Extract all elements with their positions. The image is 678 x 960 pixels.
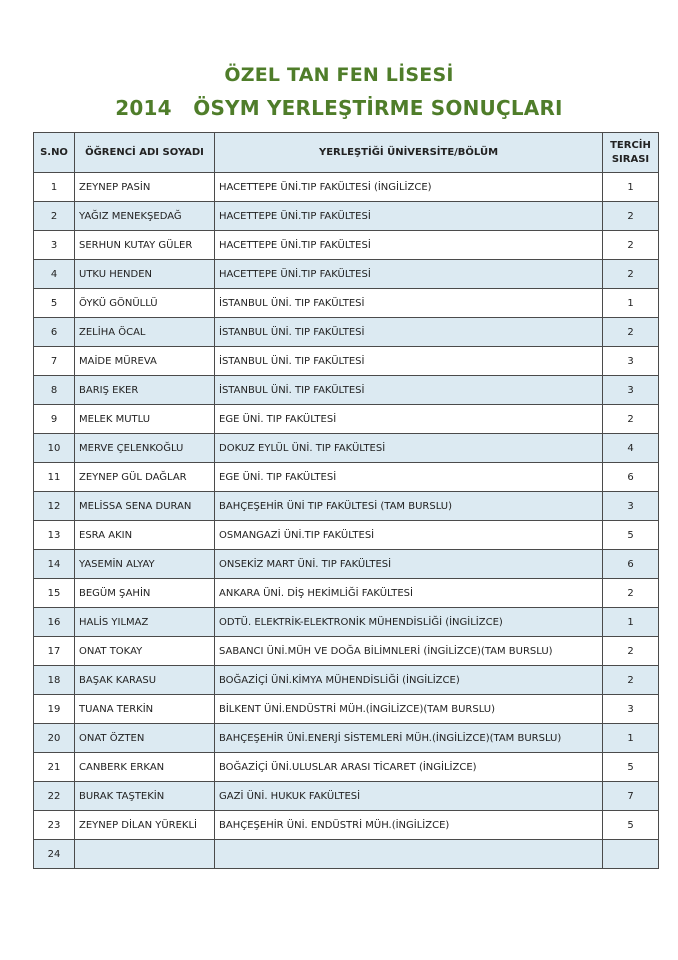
cell-no: 4 [34, 260, 75, 289]
table-row [34, 376, 659, 405]
cell-university: EGE ÜNİ. TIP FAKÜLTESİ [215, 405, 603, 434]
cell-university: HACETTEPE ÜNİ.TIP FAKÜLTESİ [215, 231, 603, 260]
cell-preference [603, 840, 659, 869]
cell-student-name: ZEYNEP PASİN [75, 173, 215, 202]
table-row [34, 318, 659, 347]
cell-no: 24 [34, 840, 75, 869]
cell-university: İSTANBUL ÜNİ. TIP FAKÜLTESİ [215, 376, 603, 405]
cell-no: 22 [34, 782, 75, 811]
cell-student-name: CANBERK ERKAN [75, 753, 215, 782]
cell-no: 5 [34, 289, 75, 318]
cell-university: BAHÇEŞEHİR ÜNİ. ENDÜSTRİ MÜH.(İNGİLİZCE) [215, 811, 603, 840]
cell-preference: 5 [603, 521, 659, 550]
table-row [34, 579, 659, 608]
table-row [34, 724, 659, 753]
cell-no: 8 [34, 376, 75, 405]
cell-university: ANKARA ÜNİ. DİŞ HEKİMLİĞİ FAKÜLTESİ [215, 579, 603, 608]
cell-no: 1 [34, 173, 75, 202]
cell-preference: 1 [603, 173, 659, 202]
cell-preference: 3 [603, 376, 659, 405]
cell-no: 23 [34, 811, 75, 840]
cell-preference: 4 [603, 434, 659, 463]
column-header-preference-line1: TERCİH [610, 139, 651, 151]
cell-student-name [75, 840, 215, 869]
table-row [34, 231, 659, 260]
cell-preference: 6 [603, 463, 659, 492]
cell-no: 19 [34, 695, 75, 724]
results-table [33, 132, 659, 869]
table-row [34, 405, 659, 434]
table-row [34, 521, 659, 550]
cell-university: BİLKENT ÜNİ.ENDÜSTRİ MÜH.(İNGİLİZCE)(TAM BURSLU) [215, 695, 603, 724]
cell-student-name: YASEMİN ALYAY [75, 550, 215, 579]
cell-preference: 2 [603, 637, 659, 666]
cell-preference: 1 [603, 724, 659, 753]
cell-university: ODTÜ. ELEKTRİK-ELEKTRONİK MÜHENDİSLİĞİ (İNGİLİZCE) [215, 608, 603, 637]
cell-university: BOĞAZİÇİ ÜNİ.ULUSLAR ARASI TİCARET (İNGİLİZCE) [215, 753, 603, 782]
cell-university: İSTANBUL ÜNİ. TIP FAKÜLTESİ [215, 318, 603, 347]
table-row [34, 202, 659, 231]
cell-university: EGE ÜNİ. TIP FAKÜLTESİ [215, 463, 603, 492]
column-header-university: YERLEŞTİĞİ ÜNİVERSİTE/BÖLÜM [215, 133, 603, 173]
school-title: ÖZEL TAN FEN LİSESİ [224, 64, 454, 86]
cell-preference: 6 [603, 550, 659, 579]
cell-student-name: MELİSSA SENA DURAN [75, 492, 215, 521]
table-row [34, 347, 659, 376]
cell-no: 17 [34, 637, 75, 666]
cell-no: 7 [34, 347, 75, 376]
cell-student-name: MELEK MUTLU [75, 405, 215, 434]
cell-university [215, 840, 603, 869]
cell-student-name: SERHUN KUTAY GÜLER [75, 231, 215, 260]
cell-student-name: BAŞAK KARASU [75, 666, 215, 695]
table-header-row [34, 133, 659, 173]
cell-preference: 2 [603, 666, 659, 695]
cell-student-name: BEGÜM ŞAHİN [75, 579, 215, 608]
column-header-preference [603, 133, 659, 173]
cell-student-name: ZEYNEP GÜL DAĞLAR [75, 463, 215, 492]
results-title: 2014 ÖSYM YERLEŞTİRME SONUÇLARI [115, 96, 563, 120]
cell-university: HACETTEPE ÜNİ.TIP FAKÜLTESİ (İNGİLİZCE) [215, 173, 603, 202]
cell-no: 21 [34, 753, 75, 782]
table-row [34, 289, 659, 318]
cell-student-name: MAİDE MÜREVA [75, 347, 215, 376]
cell-student-name: TUANA TERKİN [75, 695, 215, 724]
table-row [34, 840, 659, 869]
cell-no: 6 [34, 318, 75, 347]
cell-student-name: ONAT TOKAY [75, 637, 215, 666]
table-row [34, 173, 659, 202]
table-row [34, 434, 659, 463]
cell-preference: 2 [603, 260, 659, 289]
cell-no: 2 [34, 202, 75, 231]
cell-university: BAHÇEŞEHİR ÜNİ TIP FAKÜLTESİ (TAM BURSLU) [215, 492, 603, 521]
cell-preference: 2 [603, 202, 659, 231]
table-row [34, 753, 659, 782]
cell-preference: 5 [603, 753, 659, 782]
cell-no: 16 [34, 608, 75, 637]
cell-university: GAZİ ÜNİ. HUKUK FAKÜLTESİ [215, 782, 603, 811]
table-row [34, 608, 659, 637]
cell-preference: 2 [603, 318, 659, 347]
table-row [34, 695, 659, 724]
cell-university: HACETTEPE ÜNİ.TIP FAKÜLTESİ [215, 202, 603, 231]
cell-no: 3 [34, 231, 75, 260]
table-row [34, 492, 659, 521]
cell-no: 14 [34, 550, 75, 579]
cell-preference: 2 [603, 579, 659, 608]
table-row [34, 463, 659, 492]
table-row [34, 637, 659, 666]
cell-student-name: BARIŞ EKER [75, 376, 215, 405]
cell-no: 18 [34, 666, 75, 695]
cell-preference: 5 [603, 811, 659, 840]
cell-no: 9 [34, 405, 75, 434]
table-row [34, 550, 659, 579]
cell-student-name: BURAK TAŞTEKİN [75, 782, 215, 811]
cell-student-name: HALİS YILMAZ [75, 608, 215, 637]
cell-student-name: YAĞIZ MENEKŞEDAĞ [75, 202, 215, 231]
cell-university: ONSEKİZ MART ÜNİ. TIP FAKÜLTESİ [215, 550, 603, 579]
cell-preference: 7 [603, 782, 659, 811]
cell-preference: 3 [603, 695, 659, 724]
cell-no: 15 [34, 579, 75, 608]
cell-student-name: MERVE ÇELENKOĞLU [75, 434, 215, 463]
table-row [34, 811, 659, 840]
cell-preference: 1 [603, 608, 659, 637]
cell-university: OSMANGAZİ ÜNİ.TIP FAKÜLTESİ [215, 521, 603, 550]
cell-university: İSTANBUL ÜNİ. TIP FAKÜLTESİ [215, 289, 603, 318]
cell-preference: 1 [603, 289, 659, 318]
cell-student-name: ONAT ÖZTEN [75, 724, 215, 753]
cell-university: DOKUZ EYLÜL ÜNİ. TIP FAKÜLTESİ [215, 434, 603, 463]
cell-preference: 3 [603, 492, 659, 521]
cell-no: 12 [34, 492, 75, 521]
cell-preference: 3 [603, 347, 659, 376]
cell-university: HACETTEPE ÜNİ.TIP FAKÜLTESİ [215, 260, 603, 289]
cell-university: BOĞAZİÇİ ÜNİ.KİMYA MÜHENDİSLİĞİ (İNGİLİZCE) [215, 666, 603, 695]
cell-university: BAHÇEŞEHİR ÜNİ.ENERJİ SİSTEMLERİ MÜH.(İNGİLİZCE)(TAM BURSLU) [215, 724, 603, 753]
cell-no: 13 [34, 521, 75, 550]
cell-student-name: UTKU HENDEN [75, 260, 215, 289]
cell-preference: 2 [603, 231, 659, 260]
cell-no: 20 [34, 724, 75, 753]
cell-university: İSTANBUL ÜNİ. TIP FAKÜLTESİ [215, 347, 603, 376]
column-header-no: S.NO [34, 133, 75, 173]
column-header-preference-line2: SIRASI [611, 153, 650, 165]
cell-student-name: ZEYNEP DİLAN YÜREKLİ [75, 811, 215, 840]
table-row [34, 260, 659, 289]
cell-no: 11 [34, 463, 75, 492]
cell-preference: 2 [603, 405, 659, 434]
cell-university: SABANCI ÜNİ.MÜH VE DOĞA BİLİMNLERİ (İNGİLİZCE)(TAM BURSLU) [215, 637, 603, 666]
column-header-name: ÖĞRENCİ ADI SOYADI [75, 133, 215, 173]
table-row [34, 666, 659, 695]
cell-no: 10 [34, 434, 75, 463]
table-row [34, 782, 659, 811]
cell-student-name: ESRA AKIN [75, 521, 215, 550]
cell-student-name: ZELİHA ÖCAL [75, 318, 215, 347]
cell-student-name: ÖYKÜ GÖNÜLLÜ [75, 289, 215, 318]
